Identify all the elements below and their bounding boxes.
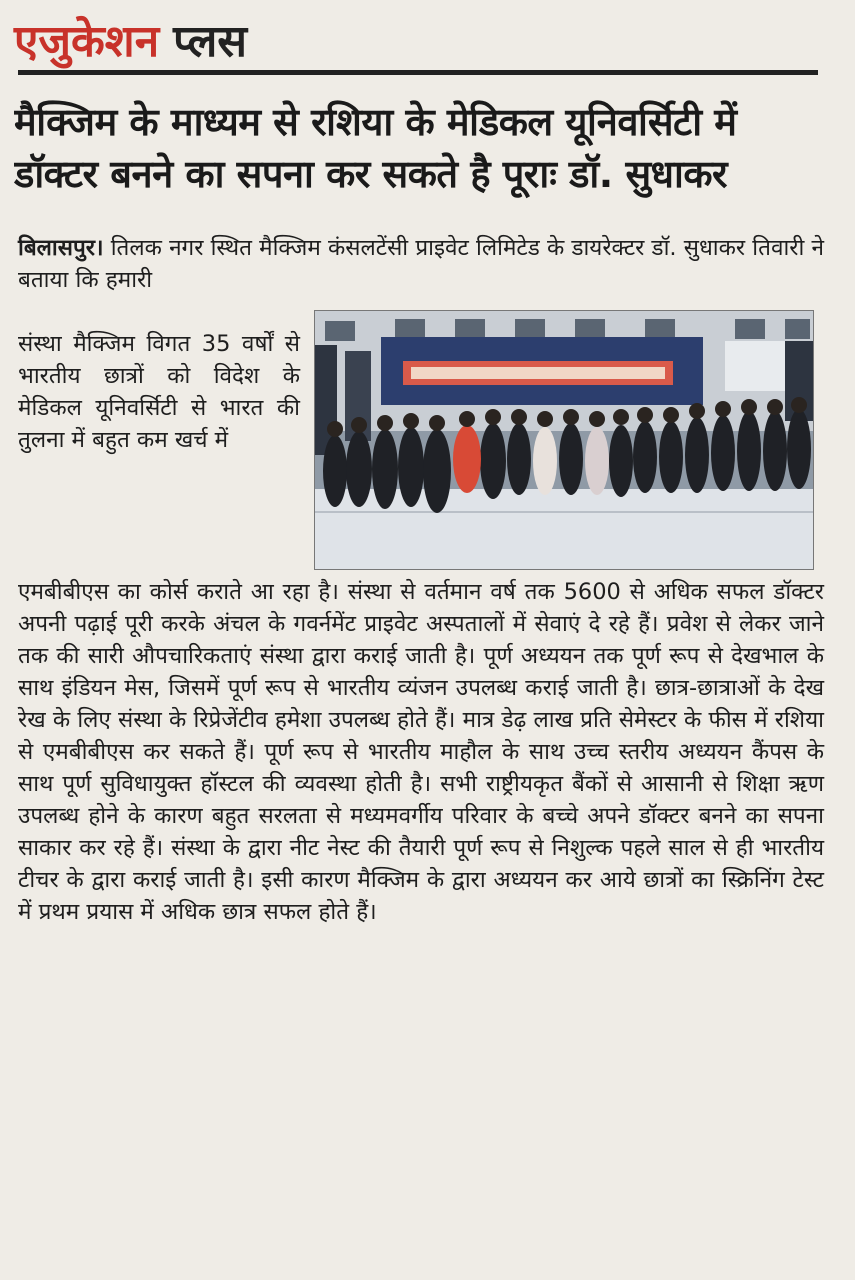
section-header (14, 14, 247, 70)
headline-line-2: डॉक्टर बनने का सपना कर सकते है पूराः डॉ. सुधाकर (14, 152, 728, 196)
headline-line-1: मैक्जिम के माध्यम से रशिया के मेडिकल यूनिवर्सिटी में (14, 100, 737, 144)
section-title-education: एजुकेशन (14, 16, 160, 67)
group-photo-icon (315, 311, 813, 569)
article-dateline: बिलासपुर। (18, 235, 104, 261)
group-photo (314, 310, 814, 570)
article-headline (14, 96, 834, 200)
header-rule (18, 70, 818, 75)
article-body: एमबीबीएस का कोर्स कराते आ रहा है। संस्था से वर्तमान वर्ष तक 5600 से अधिक सफल डॉक्टर अपनी पढ़ाई पूरी करके अंचल के गवर्नमेंट प्राइवेट अस्पतालों में सेवाएं दे रहे हैं। प्रवेश से लेकर जाने तक की सारी औपचारिकताएं संस्था द्वारा कराई जाती है। पूर्ण अध्ययन तक पूर्ण रूप से देखभाल के साथ इंडियन मेस, जिसमें पूर्ण रूप से भारतीय व्यंजन उपलब्ध कराई जाती है। छात्र-छात्राओं के देख रेख के लिए संस्था के रिप्रेजेंटीव हमेशा उपलब्ध होते हैं। मात्र डेढ़ लाख प्रति सेमेस्टर के फीस में रशिया से एमबीबीएस कर सकते हैं। पूर्ण रूप से भारतीय माहौल के साथ उच्च स्तरीय अध्ययन कैंपस के साथ पूर्ण सुविधायुक्त हॉस्टल की व्यवस्था होती है। सभी राष्ट्रीयकृत बैंकों से आसानी से शिक्षा ऋण उपलब्ध होने के कारण बहुत सरलता से मध्यमवर्गीय परिवार के बच्चे अपने डॉक्टर बनने का सपना साकार कर रहे हैं। संस्था के द्वारा नीट नेस्ट की तैयारी पूर्ण रूप से निशुल्क पहले साल से ही भारतीय टीचर के द्वारा कराई जाती है। इसी कारण मैक्जिम के द्वारा अध्ययन कर आये छात्रों का स्क्रिनिंग टेस्ट में प्रथम प्रयास में अधिक छात्र सफल होते हैं। (18, 579, 824, 925)
article-intro-text: तिलक नगर स्थित मैक्जिम कंसलटेंसी प्राइवेट लिमिटेड के डायरेक्टर डॉ. सुधाकर तिवारी ने बताया कि हमारी (18, 235, 824, 293)
article-side-column: संस्था मैक्जिम विगत 35 वर्षों से भारतीय छात्रों को विदेश के मेडिकल यूनिवर्सिटी से भारत की तुलना में बहुत कम खर्च में (18, 331, 300, 453)
article-intro (18, 232, 824, 296)
section-title-plus: प्लस (173, 16, 248, 67)
